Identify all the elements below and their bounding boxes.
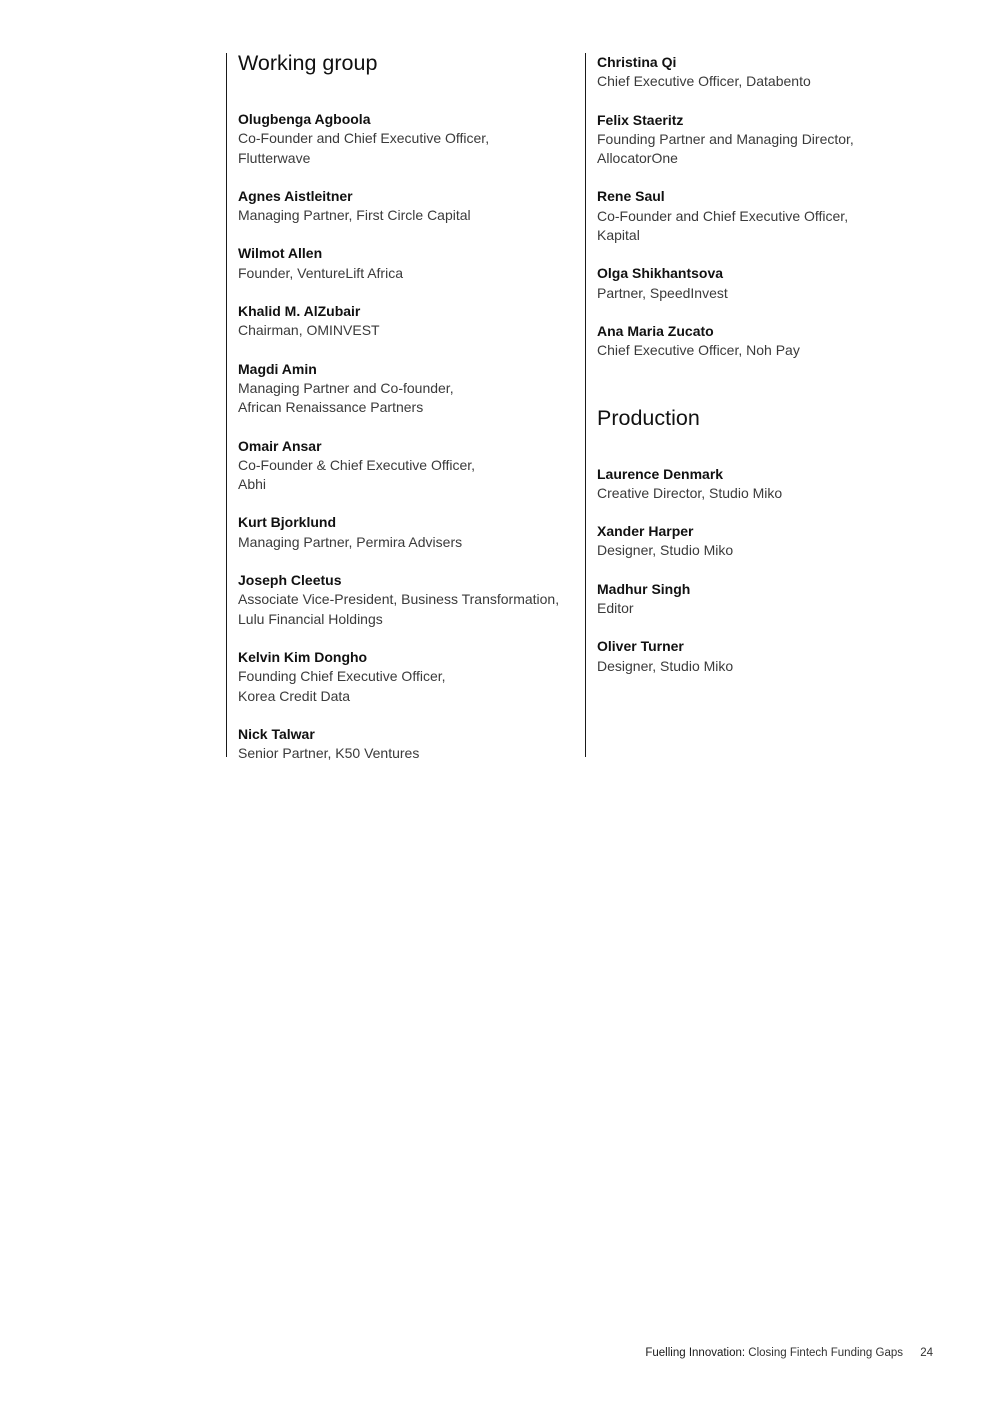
- member-name: Rene Saul: [597, 188, 665, 205]
- footer-subtitle: Closing Fintech Funding Gaps: [748, 1347, 903, 1359]
- left-column: [226, 51, 578, 762]
- right-column: [585, 53, 915, 757]
- production-role: Designer, Studio Miko: [597, 542, 734, 559]
- member-name: Kurt Bjorklund: [238, 514, 336, 531]
- member-entry: [597, 264, 915, 303]
- member-role: Senior Partner, K50 Ventures: [238, 745, 420, 762]
- member-role: Founding Chief Executive Officer, Korea Credit Data: [238, 668, 446, 704]
- production-role: Editor: [597, 600, 634, 617]
- production-name: Madhur Singh: [597, 580, 691, 597]
- member-role: Partner, SpeedInvest: [597, 284, 728, 301]
- page-number: 24: [920, 1347, 933, 1359]
- member-entry: [597, 187, 915, 245]
- member-role: Managing Partner, First Circle Capital: [238, 207, 471, 224]
- member-entry: [238, 302, 578, 341]
- production-role: Designer, Studio Miko: [597, 657, 734, 674]
- production-name: Laurence Denmark: [597, 465, 724, 482]
- member-name: Wilmot Allen: [238, 245, 323, 262]
- member-entry: [597, 111, 915, 169]
- member-name: Felix Staeritz: [597, 111, 684, 128]
- member-name: Joseph Cleetus: [238, 572, 342, 589]
- working-group-heading: Working group: [238, 51, 378, 75]
- member-name: Magdi Amin: [238, 360, 317, 377]
- member-name: Kelvin Kim Dongho: [238, 648, 368, 665]
- member-role: Chairman, OMINVEST: [238, 322, 380, 339]
- production-entry: [597, 637, 915, 676]
- member-entry: [238, 725, 578, 764]
- member-entry: [238, 244, 578, 283]
- member-name: Olga Shikhantsova: [597, 265, 724, 282]
- member-role: Associate Vice-President, Business Transformation, Lulu Financial Holdings: [238, 591, 560, 627]
- member-entry: [238, 110, 578, 168]
- member-entry: [238, 437, 578, 495]
- production-entry: [597, 522, 915, 561]
- member-name: Khalid M. AlZubair: [238, 303, 361, 320]
- production-entry: [597, 580, 915, 619]
- production-role: Creative Director, Studio Miko: [597, 484, 783, 501]
- member-name: Olugbenga Agboola: [238, 111, 371, 127]
- production-entry: [597, 465, 915, 504]
- member-name: Agnes Aistleitner: [238, 187, 353, 204]
- member-entry: [597, 322, 915, 361]
- production-heading: Production: [597, 405, 700, 430]
- page-footer: [645, 1347, 933, 1359]
- production-name: Xander Harper: [597, 523, 694, 540]
- member-entry: [597, 53, 915, 92]
- member-role: Co-Founder & Chief Executive Officer, Abhi: [238, 456, 476, 493]
- member-role: Managing Partner, Permira Advisers: [238, 533, 463, 550]
- member-role: Founder, VentureLift Africa: [238, 264, 403, 281]
- member-role: Founding Partner and Managing Director, AllocatorOne: [597, 130, 854, 167]
- footer-title: Fuelling Innovation:: [645, 1347, 746, 1359]
- member-entry: [238, 571, 578, 629]
- member-entry: [238, 648, 578, 706]
- production-name: Oliver Turner: [597, 638, 684, 655]
- member-name: Omair Ansar: [238, 437, 322, 454]
- member-role: Co-Founder and Chief Executive Officer, Flutterwave: [238, 130, 490, 166]
- member-role: Co-Founder and Chief Executive Officer, Kapital: [597, 207, 849, 244]
- member-entry: [238, 187, 578, 226]
- member-name: Christina Qi: [597, 54, 677, 70]
- member-entry: [238, 360, 578, 418]
- member-role: Chief Executive Officer, Databento: [597, 73, 811, 90]
- member-role: Managing Partner and Co-founder, African Renaissance Partners: [238, 379, 454, 416]
- member-name: Nick Talwar: [238, 725, 315, 742]
- member-name: Ana Maria Zucato: [597, 322, 714, 339]
- member-role: Chief Executive Officer, Noh Pay: [597, 342, 800, 359]
- member-entry: [238, 513, 578, 552]
